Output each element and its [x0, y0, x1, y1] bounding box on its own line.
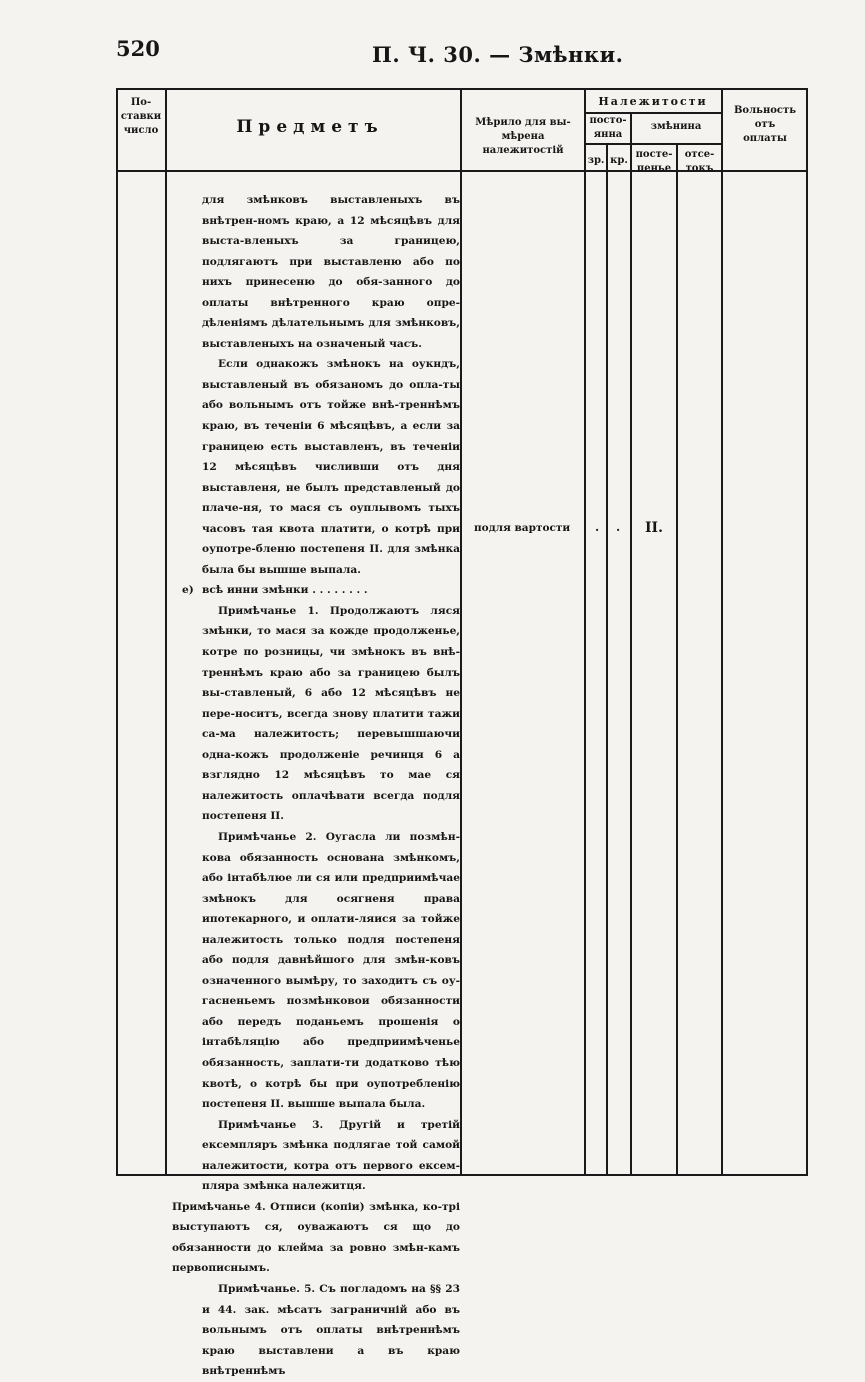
header-gradual: посте- пенье	[635, 149, 673, 174]
column-divider-ratio	[721, 88, 723, 1176]
item-text: всѣ инни змѣнки . . . . . . . .	[202, 584, 368, 597]
subheader-rule	[584, 143, 721, 145]
item-gradual: II.	[645, 520, 663, 536]
column-divider-fl	[606, 143, 608, 1176]
page-number: 520	[116, 36, 160, 61]
body-paragraph: для змѣнковъ выставленыхъ въ внѣтрен-номъ краю, а 12 мѣсяцѣвъ для выста-вленыхъ за границею, подлягаютъ при выставленю або по нихъ принесеню до обя-занного до оплаты внѣтренного краю опре-дѣленіямъ дѣлательнымъ для змѣнковъ, выставленыхъ на означеный часъ.	[202, 194, 460, 350]
column-divider-measure	[584, 88, 586, 1176]
item-kr: .	[616, 520, 621, 534]
header-fixed: посто- янна	[589, 115, 627, 140]
note-2: Примѣчанье 2. Оугасла ли позмѣн-кова обязанность основана змѣнкомъ, або інтабѣлюе ли ся или предприимѣчае змѣнокъ для осягненя права ипотекарного, и оплати-ляися за тойже належитость только подля постепеня або подля давнѣйшого для змѣн-ковъ означенного вымѣру, то заходитъ съ оу-гасненьемъ позмѣнковои обязанности або передъ поданьемъ прошенія о інтабѣляцію або предприимѣченье обязанность, заплати-ти додатково тѣю квотѣ, о котрѣ бы при оупотребленію постепеня II. вышше выпала была.	[202, 830, 460, 1111]
note-3: Примѣчанье 3. Другій и третій ексемпляръ змѣнка подлягае той самой належитости, котра отъ первого ексем-пляра змѣнка належитця.	[202, 1118, 460, 1193]
column-divider-fixed	[630, 112, 632, 1176]
item-measure: подля вартости	[474, 522, 571, 534]
header-number: По- ставки число	[120, 97, 162, 136]
header-subject: Предметъ	[236, 117, 384, 137]
column-divider-number	[165, 88, 167, 1176]
header-fl: зр.	[587, 155, 605, 166]
note-4: Примѣчанье 4. Отписи (копіи) змѣнка, ко-трі выступаютъ ся, оуважаютъ ся що до обязанности до клейма за ровно змѣн-камъ первописнымъ.	[172, 1200, 460, 1275]
item-fl: .	[595, 520, 600, 534]
header-measure: Мѣрило для вы- мѣрена належитостій	[475, 117, 571, 156]
page-heading: П. Ч. 30. — Змѣнки.	[372, 42, 624, 67]
header-dues: Належитости	[598, 95, 708, 108]
note-1: Примѣчанье 1. Продолжаютъ ляся змѣнки, то мася за кожде продолженье, котре по розницы, чи змѣнокъ въ внѣ-треннѣмъ краю або за границею былъ вы-ставленый, 6 або 12 мѣсяцѣвъ не пере-носитъ, всегда знову платити тажи са-ма належитость; перевышшаючи одна-кожъ продолженіе речинця 6 а взглядно 12 мѣсяцѣвъ то мае ся належитость оплачѣвати всегда подля постепеня II.	[202, 604, 460, 823]
header-kr: кр.	[610, 155, 628, 166]
subject-column-text	[172, 190, 460, 1382]
header-exempt: Вольность отъ оплаты	[733, 105, 797, 144]
body-paragraph: Если однакожъ змѣнокъ на оукндъ, выставленый въ обязаномъ до опла-ты або вольнымъ отъ тойже внѣ-треннѣмъ краю, въ теченіи 6 мѣсяцѣвъ, а если за границею есть выставленъ, въ теченіи 12 мѣсяцѣвъ числивши отъ дня выставленя, не былъ представленый до плаче-ня, то мася съ оуплывомъ тыхъ часовъ тая квота платити, о котрѣ при оупотре-бленю постепеня II. для змѣнка была бы вышше выпала.	[202, 358, 460, 576]
header-ratio: отсе- токъ	[684, 149, 715, 174]
item-e	[182, 580, 460, 601]
column-divider-subject	[460, 88, 462, 1176]
note-5: Примѣчанье. 5. Съ погладомъ на §§ 23 и 44. зак. мѣсатъ заграничній або въ вольнымъ отъ оплаты внѣтреннѣмъ краю выставлени а въ краю внѣтреннѣмъ	[202, 1282, 460, 1378]
column-divider-gradual	[676, 143, 678, 1176]
item-letter: e)	[182, 584, 194, 597]
header-bill: змѣнина	[650, 121, 702, 132]
